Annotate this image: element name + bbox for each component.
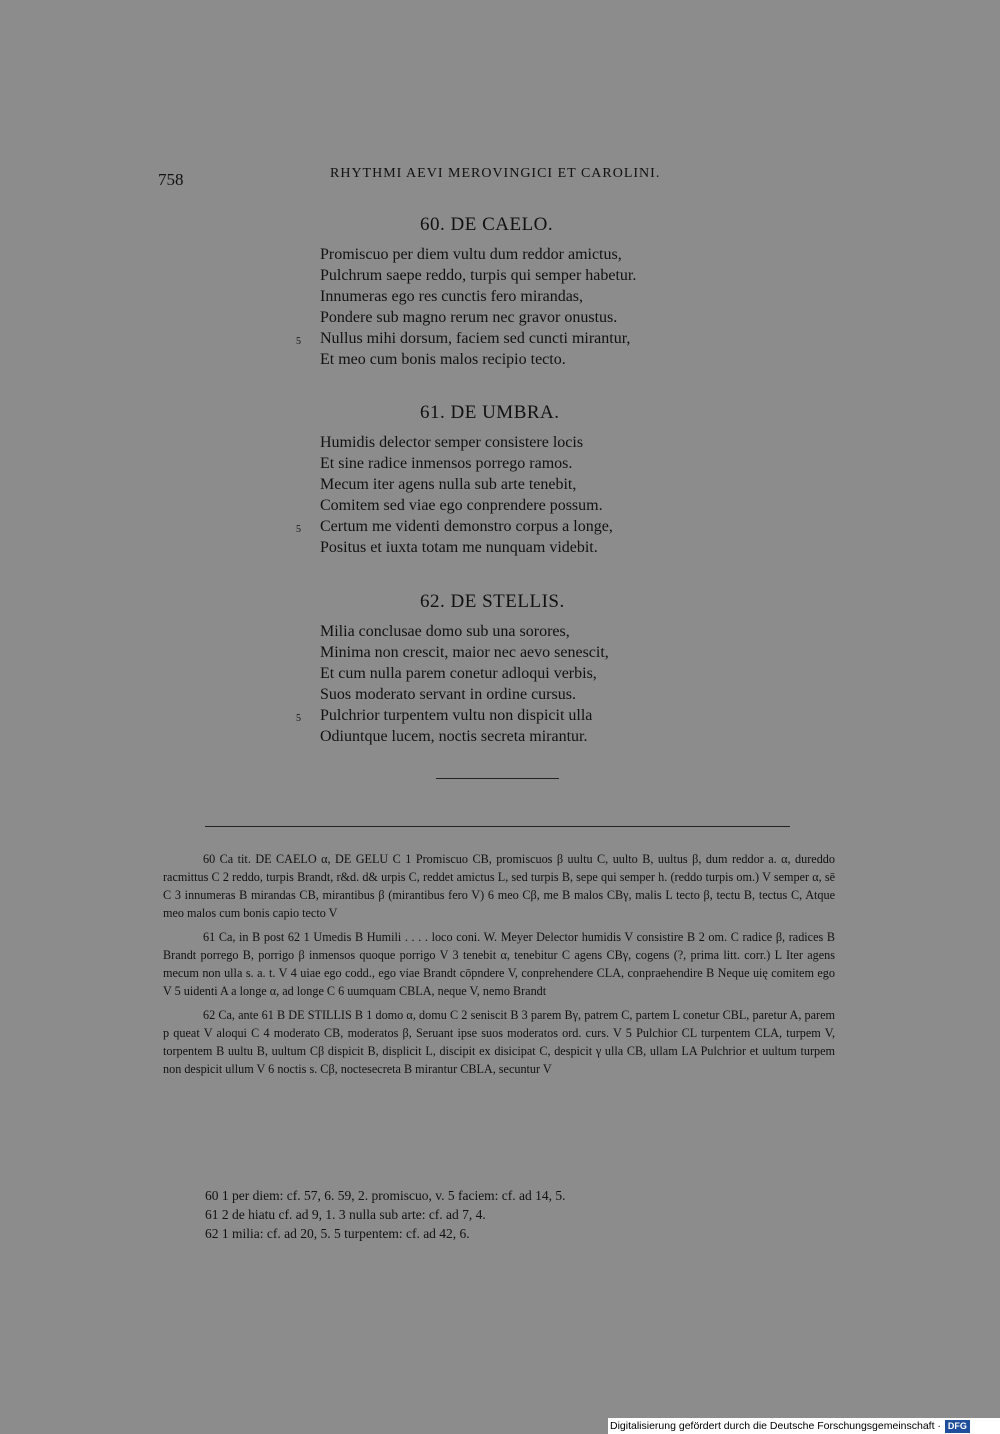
apparatus-text: 61 Ca, in B post 62 1 Umedis B Humili . . . . loco coni. W. Meyer Delector humidis V consistire B 2 om. C radice β, radices B Brandt porrego B, porrigo β inmensos quoque porrigo V 3 tenebit α, tenebitur C agens CBγ, cogens (?, prima litt. corr.) L Iter agens mecum non ulla s. a. t. V 4 uiae ego codd., ego viae Brandt cōpndere V, conprehendere CLA, conpraehendire B Neque uię comitem ego V 5 uidenti A a longe α, ad longe C 6 uumquam CBLA, neque V, nemo Brandt [163,930,835,998]
ornament-rule [436,778,559,779]
footnote-separator [205,826,790,827]
poem-62 [296,591,740,747]
verse-line: Odiuntque lucem, noctis secreta mirantur. [320,728,588,745]
poem-title: 60. DE CAELO. [420,214,554,235]
verse-line: Comitem sed viae ego conprendere possum. [320,497,603,514]
reference-line: 60 1 per diem: cf. 57, 6. 59, 2. promiscuo, v. 5 faciem: cf. ad 14, 5. [205,1188,566,1203]
funding-text: Digitalisierung gefördert durch die Deutsche Forschungsgemeinschaft · [610,1420,941,1432]
apparatus-text: 62 Ca, ante 61 B DE STILLIS B 1 domo α, domu C 2 seniscit B 3 parem Bγ, patrem C, partem L conetur CBL, paretur A, parem p queat V aloqui C 4 moderato CB, moderatos β, Seruant ipse suos moderatos ord. curs. V 5 Pulchior CL turpentem CLA, turpem V, torpentem B uultu B, uultum Cβ dispicit B, displicit L, discipit ex disicipat C, despicit γ ulla CB, ullam LA Pulchrior et uultum turpem non despicit ullum V 6 noctis s. Cβ, noctesecreta B mirantur CBLA, secuntur V [163,1008,835,1076]
verse-line [296,516,740,537]
verse-line: Pulchrum saepe reddo, turpis qui semper habetur. [320,267,637,284]
poem-60 [296,214,740,370]
poem-61 [296,402,740,558]
verse-line: Promiscuo per diem vultu dum reddor amictus, [320,246,622,263]
reference-line: 62 1 milia: cf. ad 20, 5. 5 turpentem: cf. ad 42, 6. [205,1226,470,1241]
apparatus-note [163,850,835,922]
verse-line: Suos moderato servant in ordine cursus. [320,686,576,703]
reference-line: 61 2 de hiatu cf. ad 9, 1. 3 nulla sub arte: cf. ad 7, 4. [205,1207,486,1222]
verse-text: Certum me videnti demonstro corpus a longe, [320,518,613,535]
verse-line: Et sine radice inmensos porrego ramos. [320,455,573,472]
line-number: 5 [296,524,301,535]
source-references [205,1186,825,1243]
line-number: 5 [296,336,301,347]
verse-text: Pulchrior turpentem vultu non dispicit ulla [320,707,593,724]
funding-footer [608,1418,1000,1434]
apparatus-note [163,928,835,1000]
verse-line: Et meo cum bonis malos recipio tecto. [320,351,566,368]
verse-line: Mecum iter agens nulla sub arte tenebit, [320,476,577,493]
poem-title: 61. DE UMBRA. [420,402,560,423]
verse-line: Minima non crescit, maior nec aevo senescit, [320,644,609,661]
verse-line: Innumeras ego res cunctis fero mirandas, [320,288,584,305]
verse-line: Pondere sub magno rerum nec gravor onustus. [320,309,618,326]
verse-text: Nullus mihi dorsum, faciem sed cuncti mirantur, [320,330,631,347]
page-number: 758 [158,170,184,189]
verse-line: Positus et iuxta totam me nunquam videbit. [320,539,598,556]
verse-line: Milia conclusae domo sub una sorores, [320,623,570,640]
line-number: 5 [296,713,301,724]
apparatus-note [163,1006,835,1078]
critical-apparatus [163,850,835,1084]
running-head: RHYTHMI AEVI MEROVINGICI ET CAROLINI. [330,166,661,181]
verse-line: Humidis delector semper consistere locis [320,434,584,451]
verse-line [296,328,740,349]
dfg-logo-icon[interactable]: DFG [945,1420,970,1433]
poem-title: 62. DE STELLIS. [420,591,565,612]
verse-line: Et cum nulla parem conetur adloqui verbis, [320,665,597,682]
verse-line [296,705,740,726]
apparatus-text: 60 Ca tit. DE CAELO α, DE GELU C 1 Promiscuo CB, promiscuos β uultu C, uulto B, uultus β, dum reddor a. α, dureddo racmittus C 2 reddo, turpis Brandt, r&d. d& urpis C, reddet amictus L, sed turpis B, sepe qui semper h. (reddo turpis om.) V semper α, sē C 3 innumeras B mirandas CB, mirantibus β (mirantibus fero V) 6 meo Cβ, me B malos CBγ, malis L tecto β, tectu B, tectus C, Atque meo malos cum bonis capio tecto V [163,852,835,920]
